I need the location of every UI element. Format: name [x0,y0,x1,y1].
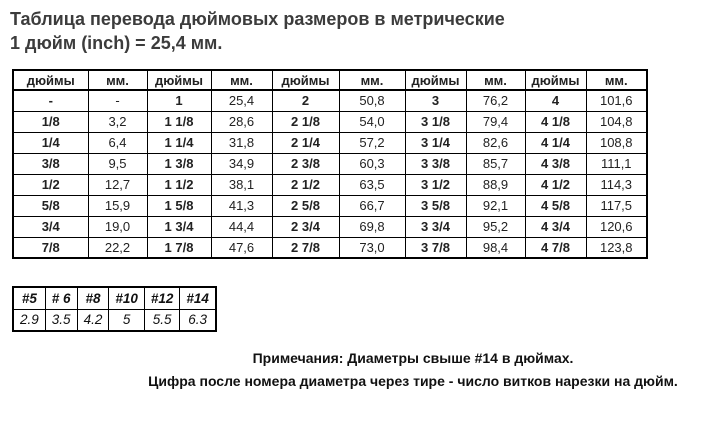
mm-value-cell: 111,1 [586,153,647,174]
gauge-number-cell: #8 [77,287,109,309]
mm-value-cell: 92,1 [466,195,525,216]
mm-value-cell: - [88,90,147,111]
table-row [13,153,647,174]
mm-value-cell: 82,6 [466,132,525,153]
inch-value-cell: 3/4 [13,216,88,237]
screw-gauge-value-row [13,309,216,331]
inch-value-cell: 1 [147,90,211,111]
mm-value-cell: 6,4 [88,132,147,153]
mm-value-cell: 98,4 [466,237,525,258]
table-row [13,174,647,195]
mm-value-cell: 22,2 [88,237,147,258]
inch-value-cell: 4 1/4 [525,132,586,153]
inch-value-cell: 4 5/8 [525,195,586,216]
mm-value-cell: 19,0 [88,216,147,237]
col-header-inch: дюймы [13,70,88,90]
mm-value-cell: 60,3 [339,153,405,174]
inch-value-cell: 2 1/8 [272,111,339,132]
table-row [13,111,647,132]
inch-value-cell: 1/2 [13,174,88,195]
inch-value-cell: 1 3/4 [147,216,211,237]
mm-value-cell: 31,8 [211,132,272,153]
mm-value-cell: 104,8 [586,111,647,132]
mm-value-cell: 76,2 [466,90,525,111]
inch-value-cell: 1/4 [13,132,88,153]
mm-value-cell: 9,5 [88,153,147,174]
inch-value-cell: - [13,90,88,111]
mm-value-cell: 15,9 [88,195,147,216]
mm-value-cell: 79,4 [466,111,525,132]
note-line-1: Примечания: Диаметры свыше #14 в дюймах. [252,350,574,366]
gauge-number-cell: #5 [13,287,45,309]
inch-value-cell: 1 1/2 [147,174,211,195]
inch-value-cell: 2 3/4 [272,216,339,237]
inch-value-cell: 3 3/4 [405,216,466,237]
page-title-line2: 1 дюйм (inch) = 25,4 мм. [10,33,223,53]
mm-value-cell: 47,6 [211,237,272,258]
col-header-mm: мм. [339,70,405,90]
gauge-mm-cell: 5 [109,309,145,331]
table-row [13,132,647,153]
table-row [13,195,647,216]
gauge-mm-cell: 3.5 [45,309,77,331]
inch-value-cell: 3 1/4 [405,132,466,153]
col-header-inch: дюймы [525,70,586,90]
mm-value-cell: 120,6 [586,216,647,237]
page-title-line1: Таблица перевода дюймовых размеров в метрические [10,9,505,29]
table-row [13,216,647,237]
gauge-number-cell: #12 [144,287,180,309]
mm-value-cell: 101,6 [586,90,647,111]
mm-value-cell: 3,2 [88,111,147,132]
gauge-number-cell: #14 [180,287,216,309]
conversion-table-body [13,90,647,258]
mm-value-cell: 108,8 [586,132,647,153]
col-header-inch: дюймы [272,70,339,90]
gauge-mm-cell: 4.2 [77,309,109,331]
gauge-number-cell: #10 [109,287,145,309]
inch-value-cell: 3 1/2 [405,174,466,195]
mm-value-cell: 44,4 [211,216,272,237]
inch-value-cell: 1/8 [13,111,88,132]
inch-value-cell: 2 5/8 [272,195,339,216]
notes-block [118,347,708,393]
inch-value-cell: 1 5/8 [147,195,211,216]
mm-value-cell: 66,7 [339,195,405,216]
inch-value-cell: 1 1/8 [147,111,211,132]
col-header-inch: дюймы [147,70,211,90]
inch-value-cell: 3 5/8 [405,195,466,216]
inch-value-cell: 4 7/8 [525,237,586,258]
table-row [13,237,647,258]
inch-value-cell: 2 1/4 [272,132,339,153]
inch-value-cell: 4 3/4 [525,216,586,237]
col-header-mm: мм. [211,70,272,90]
gauge-number-cell: # 6 [45,287,77,309]
screw-gauge-header-row [13,287,216,309]
mm-value-cell: 123,8 [586,237,647,258]
mm-value-cell: 50,8 [339,90,405,111]
col-header-mm: мм. [88,70,147,90]
inch-value-cell: 3 3/8 [405,153,466,174]
mm-value-cell: 57,2 [339,132,405,153]
note-line-2: Цифра после номера диаметра через тире - число витков нарезки на дюйм. [148,373,678,389]
mm-value-cell: 95,2 [466,216,525,237]
inch-value-cell: 7/8 [13,237,88,258]
mm-value-cell: 41,3 [211,195,272,216]
page [0,7,712,393]
mm-value-cell: 63,5 [339,174,405,195]
inch-value-cell: 3 1/8 [405,111,466,132]
mm-value-cell: 25,4 [211,90,272,111]
inch-value-cell: 4 1/8 [525,111,586,132]
inch-value-cell: 3/8 [13,153,88,174]
page-title [10,7,712,55]
inch-value-cell: 2 7/8 [272,237,339,258]
gauge-mm-cell: 2.9 [13,309,45,331]
mm-value-cell: 117,5 [586,195,647,216]
conversion-table-header-row [13,70,647,90]
mm-value-cell: 85,7 [466,153,525,174]
screw-gauge-table [12,286,217,332]
inch-value-cell: 4 1/2 [525,174,586,195]
col-header-mm: мм. [466,70,525,90]
inch-value-cell: 2 3/8 [272,153,339,174]
inch-value-cell: 2 1/2 [272,174,339,195]
col-header-mm: мм. [586,70,647,90]
mm-value-cell: 73,0 [339,237,405,258]
mm-value-cell: 69,8 [339,216,405,237]
mm-value-cell: 38,1 [211,174,272,195]
inch-value-cell: 1 1/4 [147,132,211,153]
mm-value-cell: 34,9 [211,153,272,174]
gauge-mm-cell: 6.3 [180,309,216,331]
inch-value-cell: 3 [405,90,466,111]
inch-value-cell: 4 [525,90,586,111]
inch-value-cell: 2 [272,90,339,111]
col-header-inch: дюймы [405,70,466,90]
table-row [13,90,647,111]
inch-value-cell: 1 7/8 [147,237,211,258]
mm-value-cell: 88,9 [466,174,525,195]
gauge-mm-cell: 5.5 [144,309,180,331]
mm-value-cell: 114,3 [586,174,647,195]
inch-value-cell: 5/8 [13,195,88,216]
mm-value-cell: 54,0 [339,111,405,132]
inch-value-cell: 4 3/8 [525,153,586,174]
inch-value-cell: 1 3/8 [147,153,211,174]
mm-value-cell: 12,7 [88,174,147,195]
inch-value-cell: 3 7/8 [405,237,466,258]
inch-mm-conversion-table [12,69,648,259]
mm-value-cell: 28,6 [211,111,272,132]
